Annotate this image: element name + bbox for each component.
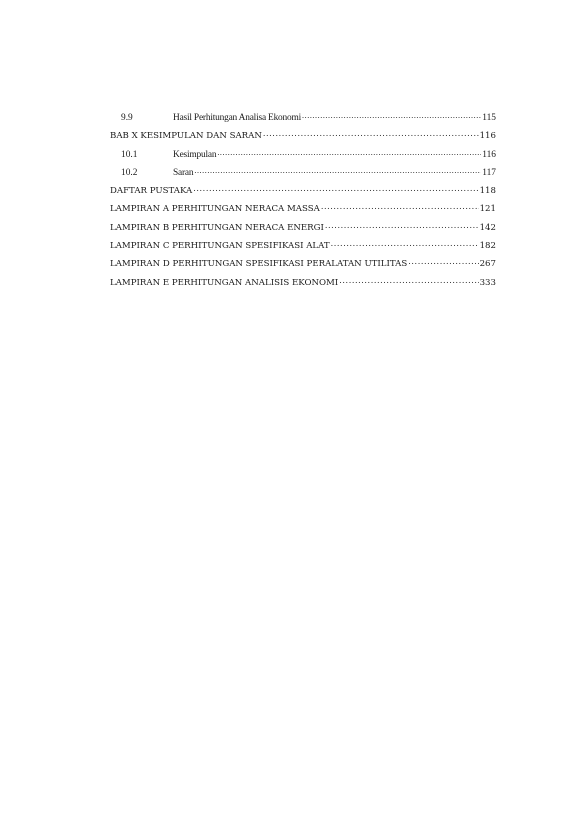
- toc-entry-title: LAMPIRAN E PERHITUNGAN ANALISIS EKONOMI: [110, 277, 339, 288]
- toc-entry-number: 9.9: [121, 113, 133, 123]
- toc-entry-title: LAMPIRAN A PERHITUNGAN NERACA MASSA: [110, 204, 320, 215]
- toc-entry[interactable]: [110, 220, 496, 238]
- table-of-contents: [110, 110, 496, 293]
- toc-entry[interactable]: [110, 238, 496, 256]
- toc-dot-leader: [194, 165, 481, 175]
- toc-entry-title: BAB X KESIMPULAN DAN SARAN: [110, 131, 262, 142]
- toc-dot-leader: [321, 201, 479, 211]
- toc-entry[interactable]: [110, 147, 496, 165]
- toc-entry-title: Saran: [173, 167, 194, 178]
- toc-entry-number: 10.1: [121, 149, 138, 160]
- toc-entry-page: 142: [479, 222, 496, 233]
- toc-entry-page: 267: [479, 259, 496, 270]
- toc-entry[interactable]: [110, 275, 496, 293]
- toc-entry-title: LAMPIRAN D PERHITUNGAN SPESIFIKASI PERALATAN UTILITAS: [110, 259, 408, 270]
- toc-entry-number: 10.2: [121, 167, 138, 178]
- toc-entry-page: 116: [479, 131, 496, 142]
- toc-entry-title: LAMPIRAN B PERHITUNGAN NERACA ENERGI: [110, 222, 324, 233]
- toc-entry-page: 118: [479, 186, 496, 197]
- toc-entry-page: 116: [482, 149, 496, 160]
- toc-dot-leader: [302, 110, 481, 120]
- toc-dot-leader: [263, 128, 479, 138]
- toc-entry[interactable]: [110, 256, 496, 274]
- toc-entry-page: 115: [482, 113, 496, 123]
- toc-entry-title: Hasil Perhitungan Analisa Ekonomi: [173, 113, 302, 123]
- toc-entry[interactable]: [110, 128, 496, 146]
- toc-dot-leader: [217, 147, 481, 157]
- toc-dot-leader: [325, 220, 479, 230]
- toc-entry[interactable]: [110, 201, 496, 219]
- toc-entry-page: 121: [479, 204, 496, 215]
- toc-entry-title: LAMPIRAN C PERHITUNGAN SPESIFIKASI ALAT: [110, 241, 330, 252]
- toc-entry-title: DAFTAR PUSTAKA: [110, 186, 193, 197]
- toc-entry[interactable]: [110, 165, 496, 183]
- toc-entry-title: Kesimpulan: [173, 149, 217, 160]
- toc-dot-leader: [331, 238, 479, 248]
- toc-dot-leader: [408, 256, 478, 266]
- toc-entry[interactable]: [110, 183, 496, 201]
- toc-entry[interactable]: [110, 110, 496, 128]
- toc-entry-page: 117: [482, 167, 496, 178]
- toc-dot-leader: [339, 275, 478, 285]
- toc-dot-leader: [193, 183, 478, 193]
- toc-entry-page: 182: [479, 241, 496, 252]
- toc-entry-page: 333: [479, 277, 496, 288]
